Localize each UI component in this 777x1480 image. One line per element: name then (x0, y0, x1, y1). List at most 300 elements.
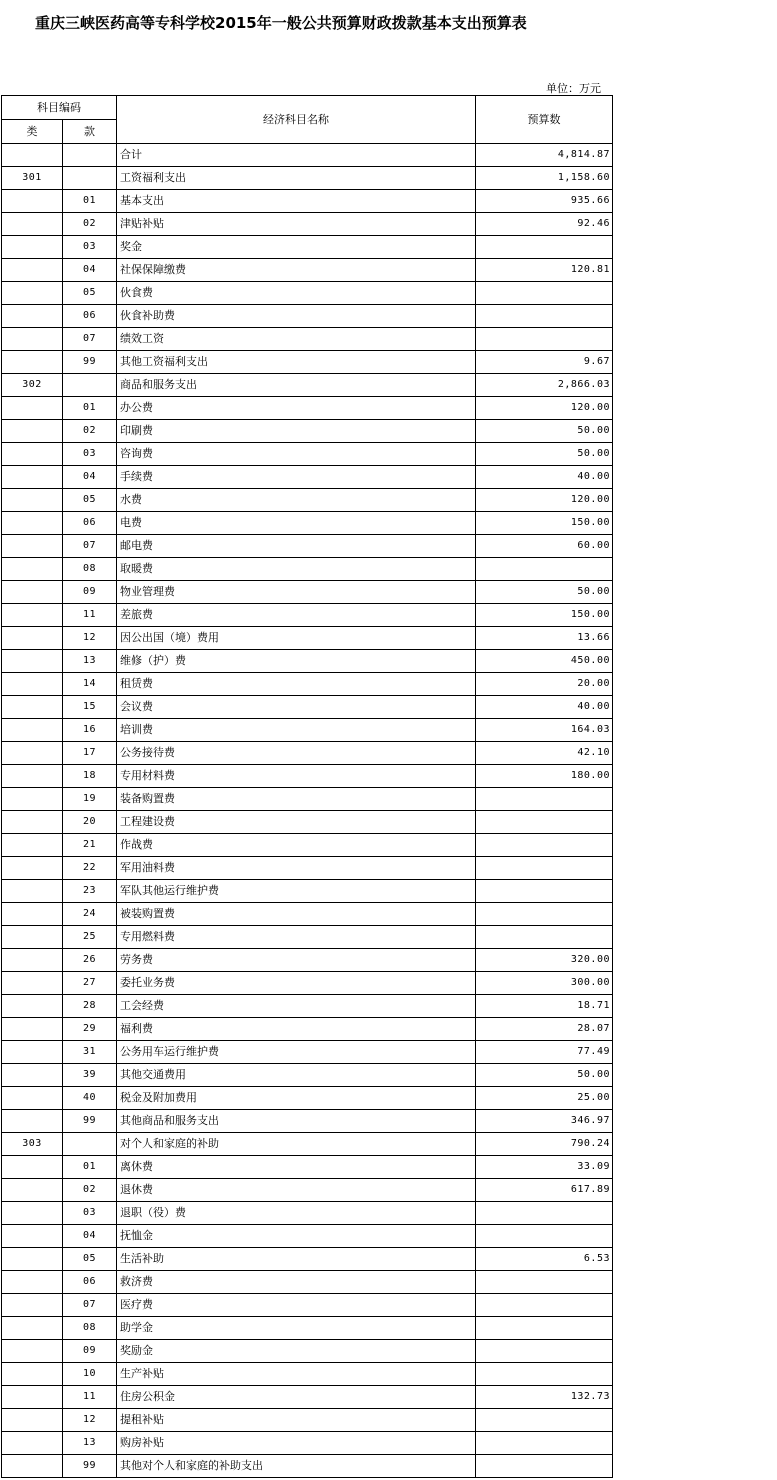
table-row (2, 282, 613, 305)
cell-name: 津贴补贴 (117, 213, 476, 236)
cell-lei (2, 903, 63, 926)
table-row (2, 420, 613, 443)
header-kuan: 款 (63, 120, 117, 144)
cell-lei (2, 1110, 63, 1133)
cell-name: 公务接待费 (117, 742, 476, 765)
table-row (2, 466, 613, 489)
cell-kuan: 05 (63, 489, 117, 512)
cell-kuan: 17 (63, 742, 117, 765)
table-row (2, 1294, 613, 1317)
cell-amount: 2,866.03 (476, 374, 613, 397)
cell-amount: 120.81 (476, 259, 613, 282)
cell-kuan: 01 (63, 1156, 117, 1179)
cell-amount (476, 558, 613, 581)
cell-amount: 60.00 (476, 535, 613, 558)
cell-lei (2, 811, 63, 834)
cell-kuan: 01 (63, 397, 117, 420)
cell-name: 会议费 (117, 696, 476, 719)
cell-lei (2, 305, 63, 328)
table-row (2, 1363, 613, 1386)
cell-amount (476, 1432, 613, 1455)
table-row (2, 1225, 613, 1248)
cell-kuan: 14 (63, 673, 117, 696)
cell-amount (476, 1317, 613, 1340)
table-row (2, 236, 613, 259)
cell-amount (476, 811, 613, 834)
cell-lei (2, 1018, 63, 1041)
cell-name: 被装购置费 (117, 903, 476, 926)
cell-lei (2, 1432, 63, 1455)
cell-name: 其他工资福利支出 (117, 351, 476, 374)
cell-name: 军用油料费 (117, 857, 476, 880)
cell-kuan: 04 (63, 259, 117, 282)
table-row (2, 1110, 613, 1133)
cell-lei (2, 351, 63, 374)
cell-kuan: 03 (63, 236, 117, 259)
cell-lei: 302 (2, 374, 63, 397)
cell-amount (476, 926, 613, 949)
cell-kuan: 02 (63, 420, 117, 443)
cell-kuan: 18 (63, 765, 117, 788)
cell-amount: 346.97 (476, 1110, 613, 1133)
cell-lei (2, 1363, 63, 1386)
cell-kuan: 11 (63, 604, 117, 627)
cell-lei (2, 144, 63, 167)
cell-lei (2, 949, 63, 972)
cell-amount (476, 1409, 613, 1432)
table-row (2, 1133, 613, 1156)
cell-name: 生活补助 (117, 1248, 476, 1271)
cell-kuan: 05 (63, 282, 117, 305)
table-row (2, 397, 613, 420)
cell-name: 委托业务费 (117, 972, 476, 995)
cell-amount: 120.00 (476, 489, 613, 512)
cell-kuan: 99 (63, 1110, 117, 1133)
cell-lei (2, 1087, 63, 1110)
cell-amount (476, 788, 613, 811)
cell-amount (476, 880, 613, 903)
cell-amount: 150.00 (476, 512, 613, 535)
cell-lei (2, 627, 63, 650)
cell-kuan: 26 (63, 949, 117, 972)
table-row (2, 1409, 613, 1432)
table-row (2, 811, 613, 834)
cell-amount: 320.00 (476, 949, 613, 972)
cell-lei (2, 719, 63, 742)
cell-kuan: 08 (63, 1317, 117, 1340)
cell-lei: 301 (2, 167, 63, 190)
table-row (2, 995, 613, 1018)
table-row (2, 374, 613, 397)
table-row (2, 949, 613, 972)
cell-lei (2, 765, 63, 788)
cell-name: 公务用车运行维护费 (117, 1041, 476, 1064)
cell-lei (2, 995, 63, 1018)
cell-lei (2, 558, 63, 581)
cell-kuan: 27 (63, 972, 117, 995)
cell-amount: 9.67 (476, 351, 613, 374)
cell-amount: 33.09 (476, 1156, 613, 1179)
table-row (2, 719, 613, 742)
table-row (2, 190, 613, 213)
cell-amount (476, 1202, 613, 1225)
cell-lei (2, 535, 63, 558)
cell-lei (2, 1317, 63, 1340)
cell-kuan: 09 (63, 581, 117, 604)
cell-amount: 77.49 (476, 1041, 613, 1064)
table-row (2, 857, 613, 880)
table-row (2, 259, 613, 282)
table-row (2, 443, 613, 466)
cell-lei (2, 880, 63, 903)
cell-name: 税金及附加费用 (117, 1087, 476, 1110)
cell-kuan: 25 (63, 926, 117, 949)
cell-name: 咨询费 (117, 443, 476, 466)
cell-kuan: 12 (63, 1409, 117, 1432)
cell-amount: 50.00 (476, 443, 613, 466)
table-row (2, 305, 613, 328)
table-row (2, 213, 613, 236)
cell-name: 住房公积金 (117, 1386, 476, 1409)
cell-name: 其他商品和服务支出 (117, 1110, 476, 1133)
cell-name: 专用材料费 (117, 765, 476, 788)
cell-name: 培训费 (117, 719, 476, 742)
cell-name: 维修（护）费 (117, 650, 476, 673)
cell-amount: 42.10 (476, 742, 613, 765)
cell-name: 邮电费 (117, 535, 476, 558)
cell-name: 手续费 (117, 466, 476, 489)
cell-amount: 617.89 (476, 1179, 613, 1202)
table-row (2, 351, 613, 374)
cell-kuan: 12 (63, 627, 117, 650)
cell-kuan: 10 (63, 1363, 117, 1386)
cell-lei (2, 1294, 63, 1317)
cell-lei (2, 1064, 63, 1087)
cell-lei (2, 1271, 63, 1294)
cell-lei (2, 1225, 63, 1248)
table-row (2, 1064, 613, 1087)
table-row (2, 1386, 613, 1409)
cell-amount (476, 328, 613, 351)
cell-name: 退休费 (117, 1179, 476, 1202)
cell-lei (2, 1409, 63, 1432)
cell-kuan: 06 (63, 1271, 117, 1294)
cell-lei (2, 1340, 63, 1363)
cell-kuan: 24 (63, 903, 117, 926)
page-title: 重庆三峡医药高等专科学校2015年一般公共预算财政拨款基本支出预算表 (35, 14, 527, 32)
header-lei: 类 (2, 120, 63, 144)
cell-name: 电费 (117, 512, 476, 535)
cell-amount (476, 1294, 613, 1317)
table-row (2, 742, 613, 765)
cell-amount: 28.07 (476, 1018, 613, 1041)
cell-name: 绩效工资 (117, 328, 476, 351)
cell-amount (476, 857, 613, 880)
cell-kuan (63, 1133, 117, 1156)
cell-name: 基本支出 (117, 190, 476, 213)
cell-amount: 150.00 (476, 604, 613, 627)
cell-kuan: 28 (63, 995, 117, 1018)
cell-amount: 450.00 (476, 650, 613, 673)
cell-kuan: 01 (63, 190, 117, 213)
cell-amount: 120.00 (476, 397, 613, 420)
cell-name: 物业管理费 (117, 581, 476, 604)
cell-amount: 50.00 (476, 1064, 613, 1087)
cell-kuan: 02 (63, 1179, 117, 1202)
cell-amount: 50.00 (476, 420, 613, 443)
cell-name: 离休费 (117, 1156, 476, 1179)
table-row (2, 926, 613, 949)
cell-name: 工资福利支出 (117, 167, 476, 190)
cell-lei (2, 972, 63, 995)
cell-amount (476, 1455, 613, 1478)
table-row (2, 765, 613, 788)
table-row (2, 489, 613, 512)
cell-amount: 92.46 (476, 213, 613, 236)
cell-name: 伙食费 (117, 282, 476, 305)
table-row (2, 144, 613, 167)
cell-amount: 18.71 (476, 995, 613, 1018)
table-row (2, 1179, 613, 1202)
table-row (2, 696, 613, 719)
cell-lei (2, 673, 63, 696)
table-row (2, 1018, 613, 1041)
cell-amount: 300.00 (476, 972, 613, 995)
header-amount: 预算数 (476, 96, 613, 144)
cell-kuan: 31 (63, 1041, 117, 1064)
cell-name: 退职（役）费 (117, 1202, 476, 1225)
cell-kuan: 09 (63, 1340, 117, 1363)
cell-lei (2, 512, 63, 535)
cell-amount: 132.73 (476, 1386, 613, 1409)
cell-amount (476, 903, 613, 926)
cell-lei (2, 1156, 63, 1179)
cell-lei (2, 788, 63, 811)
cell-name: 因公出国（境）费用 (117, 627, 476, 650)
cell-name: 专用燃料费 (117, 926, 476, 949)
cell-lei (2, 259, 63, 282)
cell-lei (2, 420, 63, 443)
table-row (2, 604, 613, 627)
cell-kuan: 23 (63, 880, 117, 903)
cell-kuan: 11 (63, 1386, 117, 1409)
table-row (2, 788, 613, 811)
cell-kuan: 03 (63, 1202, 117, 1225)
table-row (2, 673, 613, 696)
cell-lei (2, 581, 63, 604)
cell-name: 其他交通费用 (117, 1064, 476, 1087)
cell-name: 奖金 (117, 236, 476, 259)
cell-kuan: 06 (63, 305, 117, 328)
cell-kuan: 05 (63, 1248, 117, 1271)
cell-name: 生产补贴 (117, 1363, 476, 1386)
cell-name: 购房补贴 (117, 1432, 476, 1455)
table-body (2, 144, 613, 1478)
cell-name: 奖励金 (117, 1340, 476, 1363)
cell-amount: 180.00 (476, 765, 613, 788)
cell-lei (2, 397, 63, 420)
cell-name: 劳务费 (117, 949, 476, 972)
cell-amount: 40.00 (476, 696, 613, 719)
cell-lei (2, 328, 63, 351)
cell-name: 装备购置费 (117, 788, 476, 811)
cell-name: 商品和服务支出 (117, 374, 476, 397)
cell-amount: 6.53 (476, 1248, 613, 1271)
cell-lei (2, 1386, 63, 1409)
cell-kuan (63, 167, 117, 190)
table-row (2, 880, 613, 903)
cell-kuan: 08 (63, 558, 117, 581)
cell-name: 助学金 (117, 1317, 476, 1340)
cell-amount: 40.00 (476, 466, 613, 489)
header-name: 经济科目名称 (117, 96, 476, 144)
header-row-top (2, 96, 613, 120)
cell-kuan: 07 (63, 328, 117, 351)
unit-label: 单位：万元 (546, 82, 601, 95)
cell-amount (476, 236, 613, 259)
cell-amount: 4,814.87 (476, 144, 613, 167)
cell-kuan: 19 (63, 788, 117, 811)
budget-table (1, 95, 613, 1478)
cell-lei (2, 650, 63, 673)
cell-name: 印刷费 (117, 420, 476, 443)
cell-name: 伙食补助费 (117, 305, 476, 328)
table-row (2, 650, 613, 673)
cell-amount (476, 1340, 613, 1363)
cell-kuan: 07 (63, 1294, 117, 1317)
cell-lei (2, 1179, 63, 1202)
cell-kuan: 99 (63, 351, 117, 374)
table-row (2, 581, 613, 604)
cell-kuan: 13 (63, 1432, 117, 1455)
cell-amount: 25.00 (476, 1087, 613, 1110)
cell-kuan: 40 (63, 1087, 117, 1110)
cell-kuan: 06 (63, 512, 117, 535)
table-row (2, 1271, 613, 1294)
cell-kuan: 04 (63, 466, 117, 489)
cell-name: 工会经费 (117, 995, 476, 1018)
cell-amount: 1,158.60 (476, 167, 613, 190)
cell-amount (476, 305, 613, 328)
cell-lei (2, 236, 63, 259)
cell-lei (2, 1248, 63, 1271)
table-row (2, 328, 613, 351)
cell-kuan: 29 (63, 1018, 117, 1041)
cell-lei (2, 1041, 63, 1064)
cell-lei (2, 443, 63, 466)
cell-amount: 790.24 (476, 1133, 613, 1156)
cell-kuan: 99 (63, 1455, 117, 1478)
table-row (2, 1087, 613, 1110)
cell-kuan: 13 (63, 650, 117, 673)
cell-amount: 935.66 (476, 190, 613, 213)
cell-name: 军队其他运行维护费 (117, 880, 476, 903)
cell-name: 提租补贴 (117, 1409, 476, 1432)
cell-name: 作战费 (117, 834, 476, 857)
cell-lei (2, 1202, 63, 1225)
cell-lei (2, 696, 63, 719)
cell-kuan: 20 (63, 811, 117, 834)
table-row (2, 512, 613, 535)
cell-name: 租赁费 (117, 673, 476, 696)
cell-lei (2, 1455, 63, 1478)
cell-name: 取暖费 (117, 558, 476, 581)
cell-kuan: 21 (63, 834, 117, 857)
table-row (2, 834, 613, 857)
cell-name: 合计 (117, 144, 476, 167)
cell-amount (476, 1225, 613, 1248)
table-row (2, 1041, 613, 1064)
cell-name: 福利费 (117, 1018, 476, 1041)
cell-lei (2, 834, 63, 857)
table-row (2, 167, 613, 190)
cell-amount (476, 1271, 613, 1294)
cell-kuan: 04 (63, 1225, 117, 1248)
cell-name: 救济费 (117, 1271, 476, 1294)
table-row (2, 535, 613, 558)
cell-amount: 13.66 (476, 627, 613, 650)
cell-kuan: 07 (63, 535, 117, 558)
cell-amount (476, 834, 613, 857)
cell-lei (2, 466, 63, 489)
cell-kuan: 15 (63, 696, 117, 719)
table-row (2, 972, 613, 995)
cell-kuan (63, 374, 117, 397)
table-row (2, 1248, 613, 1271)
cell-name: 水费 (117, 489, 476, 512)
cell-name: 对个人和家庭的补助 (117, 1133, 476, 1156)
cell-kuan: 22 (63, 857, 117, 880)
cell-kuan: 16 (63, 719, 117, 742)
cell-name: 差旅费 (117, 604, 476, 627)
cell-lei (2, 282, 63, 305)
cell-amount: 50.00 (476, 581, 613, 604)
cell-amount (476, 1363, 613, 1386)
cell-name: 其他对个人和家庭的补助支出 (117, 1455, 476, 1478)
table-row (2, 1455, 613, 1478)
cell-lei (2, 857, 63, 880)
cell-amount (476, 282, 613, 305)
cell-kuan: 39 (63, 1064, 117, 1087)
cell-lei (2, 489, 63, 512)
table-row (2, 1317, 613, 1340)
cell-kuan (63, 144, 117, 167)
cell-name: 工程建设费 (117, 811, 476, 834)
cell-amount: 20.00 (476, 673, 613, 696)
table-row (2, 1432, 613, 1455)
cell-lei (2, 190, 63, 213)
cell-name: 社保保障缴费 (117, 259, 476, 282)
header-code-group: 科目编码 (2, 96, 117, 120)
table-row (2, 1340, 613, 1363)
table-row (2, 627, 613, 650)
cell-lei (2, 604, 63, 627)
cell-lei (2, 213, 63, 236)
cell-name: 医疗费 (117, 1294, 476, 1317)
cell-name: 办公费 (117, 397, 476, 420)
table-row (2, 903, 613, 926)
cell-lei: 303 (2, 1133, 63, 1156)
cell-kuan: 02 (63, 213, 117, 236)
cell-lei (2, 926, 63, 949)
cell-name: 抚恤金 (117, 1225, 476, 1248)
cell-lei (2, 742, 63, 765)
table-row (2, 558, 613, 581)
cell-kuan: 03 (63, 443, 117, 466)
table-row (2, 1202, 613, 1225)
cell-amount: 164.03 (476, 719, 613, 742)
table-row (2, 1156, 613, 1179)
